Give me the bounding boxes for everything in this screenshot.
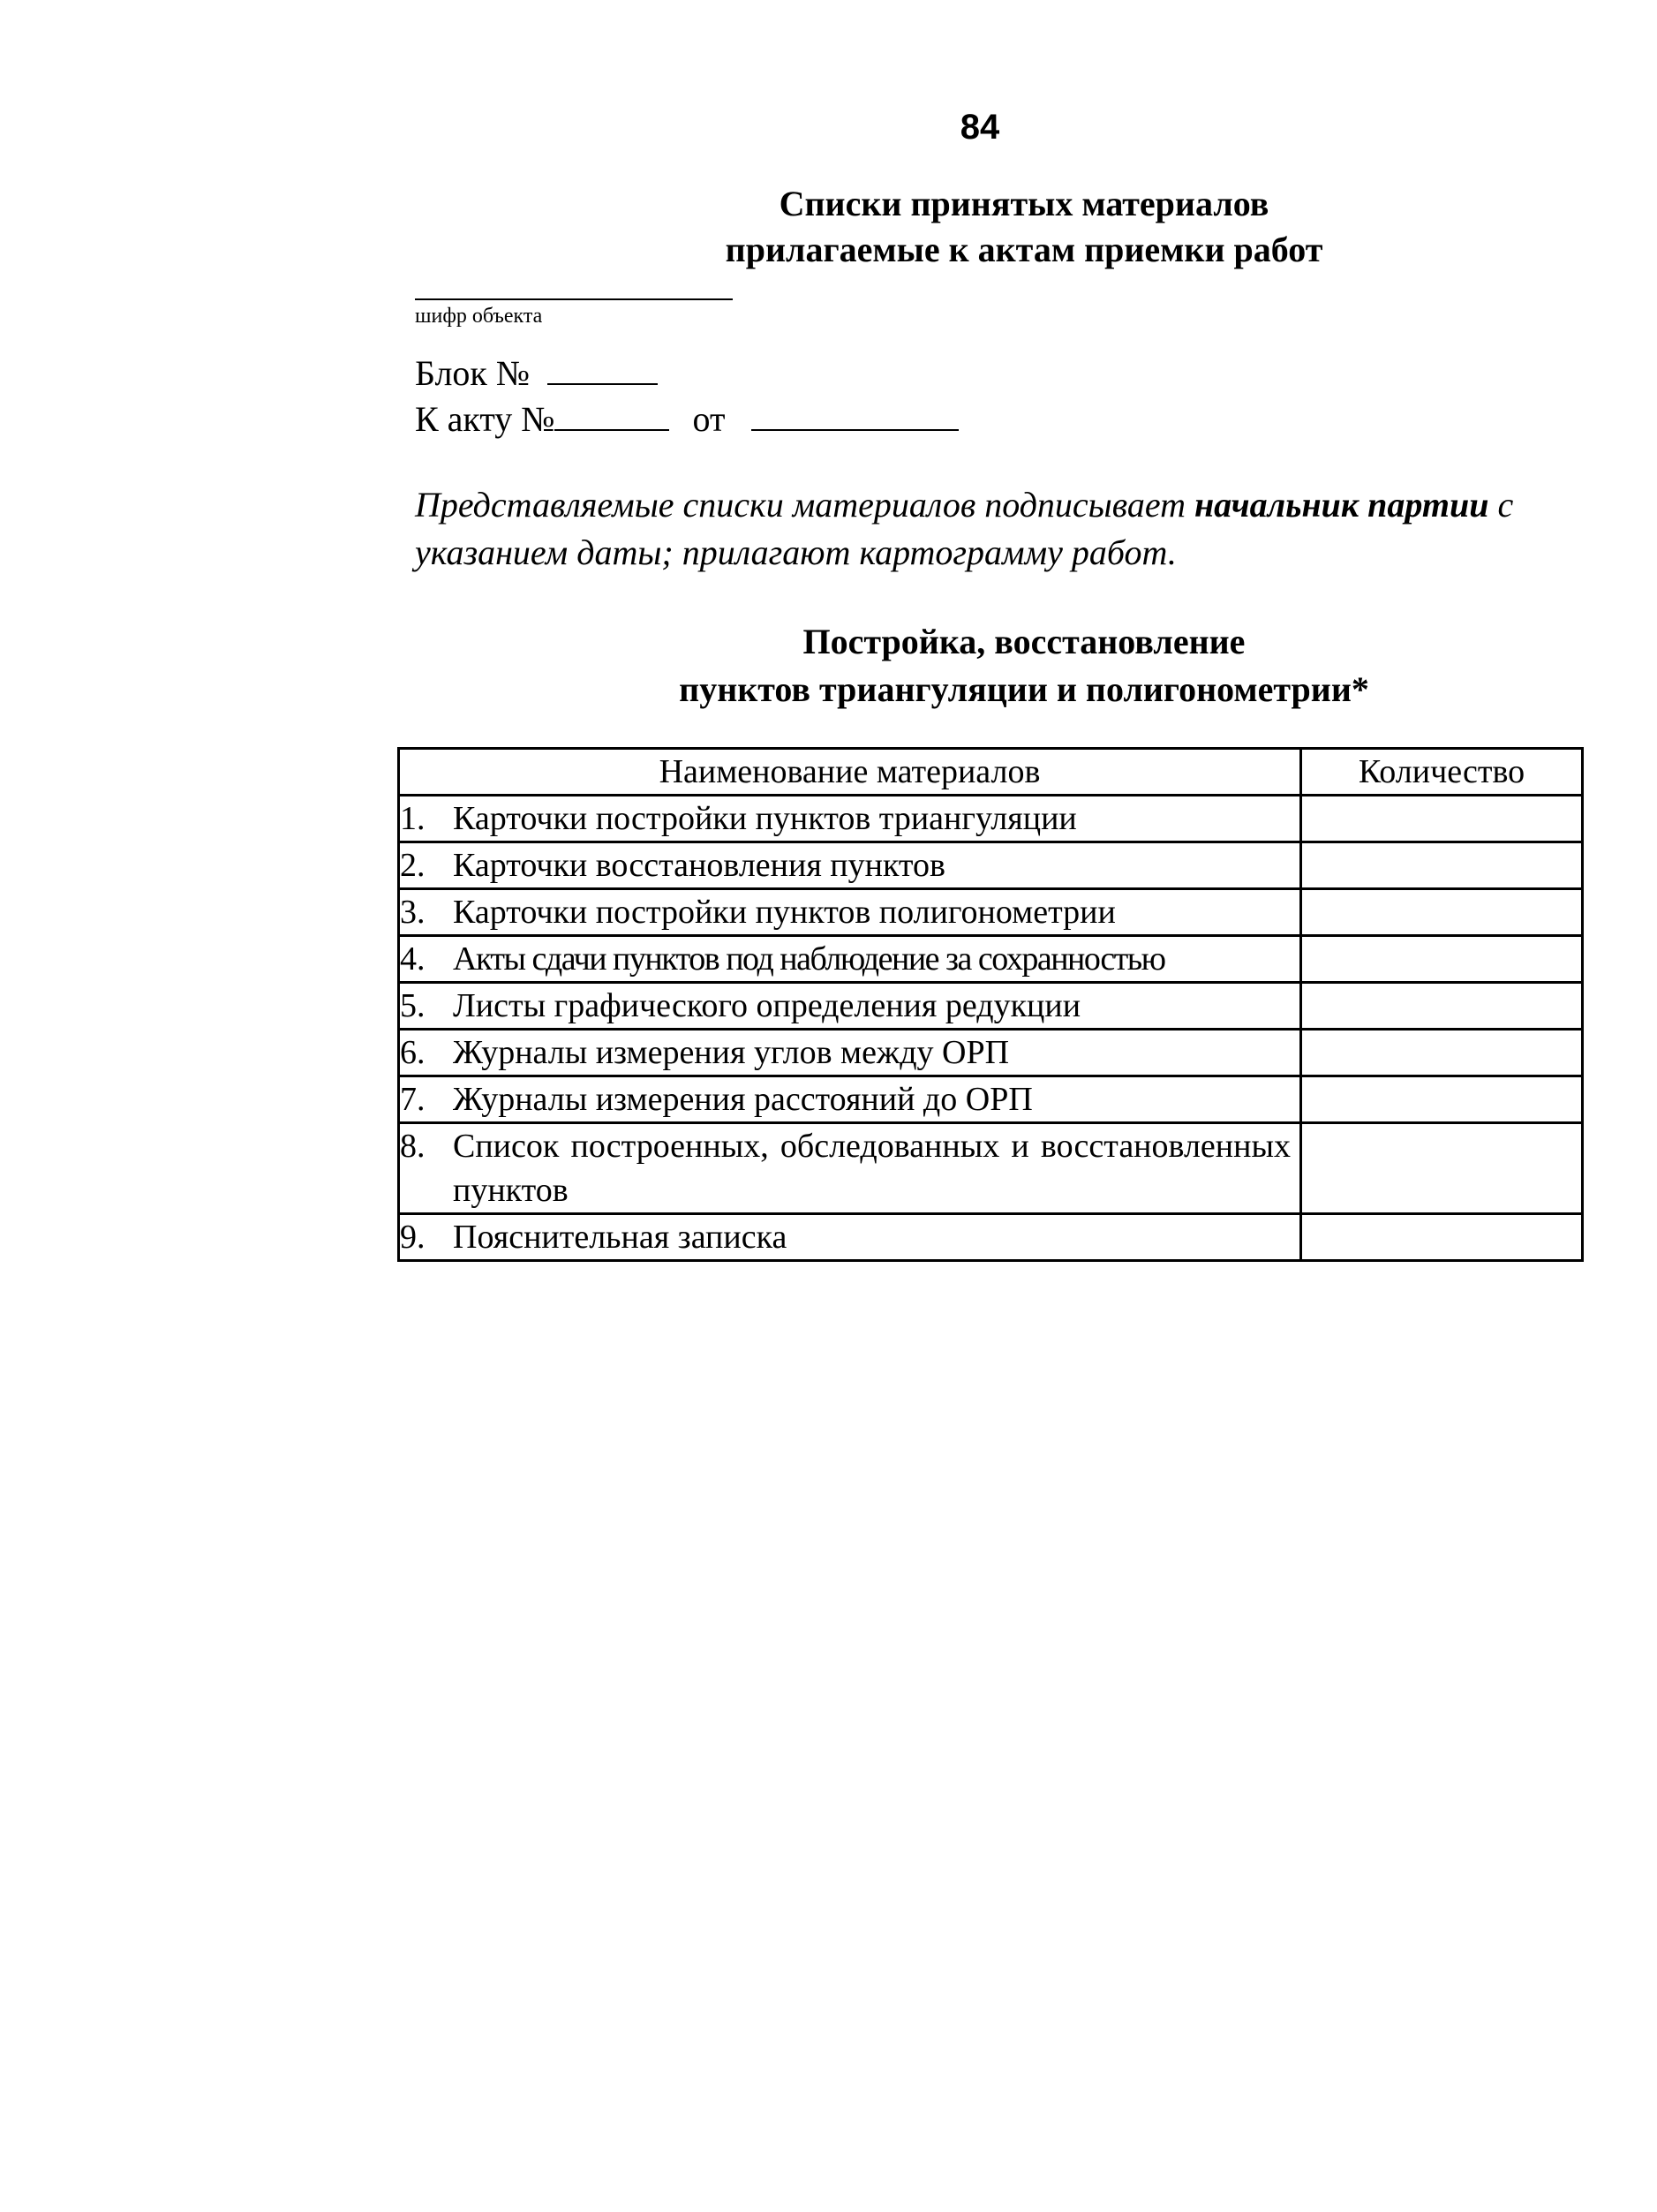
row-name: Карточки восстановления пунктов (453, 847, 945, 884)
row-name: Карточки постройки пунктов триангуляции (453, 800, 1077, 837)
row-number: 9. (400, 1219, 426, 1256)
row-name-cell (399, 1123, 1301, 1214)
table-row (399, 1076, 1583, 1123)
row-name: Журналы измерения углов между ОРП (453, 1034, 1010, 1071)
table-row (399, 1214, 1583, 1261)
row-number: 5. (400, 987, 426, 1024)
note-part-1: Представляемые списки материалов подписывает (415, 485, 1186, 525)
row-name: Акты сдачи пунктов под наблюдение за сохранностью (453, 940, 1165, 978)
table-header-row (399, 749, 1583, 796)
row-number: 7. (400, 1081, 426, 1118)
table-row (399, 889, 1583, 936)
row-name-cell (399, 1076, 1301, 1123)
act-date-blank (751, 399, 959, 431)
row-name-cell (399, 889, 1301, 936)
row-number: 3. (400, 894, 426, 931)
title-line-2: прилагаемые к актам приемки работ (725, 230, 1323, 269)
row-name: Журналы измерения расстояний до ОРП (453, 1081, 1033, 1118)
row-name-cell (399, 796, 1301, 842)
row-quantity-cell (1301, 1030, 1583, 1076)
row-name: Список построенных, обследованных и восстановленных пунктов (453, 1128, 1291, 1209)
block-label: Блок № (415, 353, 530, 393)
page-number: 84 (960, 108, 1000, 147)
table-row (399, 796, 1583, 842)
row-number: 8. (400, 1128, 426, 1165)
object-code-label: шифр объекта (415, 305, 543, 328)
block-line (415, 351, 658, 396)
row-name-cell (399, 936, 1301, 983)
header-name: Наименование материалов (399, 749, 1301, 796)
row-number: 2. (400, 847, 426, 884)
act-from-label: от (692, 399, 726, 439)
table-row (399, 983, 1583, 1030)
object-code-blank (415, 298, 733, 300)
table-row (399, 936, 1583, 983)
table-row (399, 842, 1583, 889)
header-quantity: Количество (1301, 749, 1583, 796)
note-part-3: с указанием даты; прилагают картограмму работ. (415, 485, 1514, 572)
instruction-note (415, 481, 1580, 577)
act-label: К акту № (415, 399, 555, 439)
row-quantity-cell (1301, 796, 1583, 842)
materials-table (397, 747, 1584, 1262)
row-number: 1. (400, 800, 426, 837)
row-name-cell (399, 1214, 1301, 1261)
table-row (399, 1030, 1583, 1076)
row-quantity-cell (1301, 1123, 1583, 1214)
row-quantity-cell (1301, 842, 1583, 889)
table-row (399, 1123, 1583, 1214)
row-name: Листы графического определения редукции (453, 987, 1081, 1024)
row-name: Карточки постройки пунктов полигонометрии (453, 894, 1116, 931)
row-number: 4. (400, 940, 426, 978)
title-line-1: Списки принятых материалов (779, 184, 1269, 223)
section-title-line-2: пунктов триангуляции и полигонометрии* (679, 669, 1369, 709)
row-name-cell (399, 983, 1301, 1030)
row-number: 6. (400, 1034, 426, 1071)
row-quantity-cell (1301, 983, 1583, 1030)
act-line (415, 397, 959, 442)
row-name: Пояснительная записка (453, 1219, 787, 1256)
row-quantity-cell (1301, 1214, 1583, 1261)
row-name-cell (399, 842, 1301, 889)
act-number-blank (554, 399, 669, 431)
block-number-blank (547, 353, 658, 385)
row-quantity-cell (1301, 1076, 1583, 1123)
section-title (583, 618, 1465, 713)
row-quantity-cell (1301, 936, 1583, 983)
row-name-cell (399, 1030, 1301, 1076)
row-quantity-cell (1301, 889, 1583, 936)
page-title (671, 181, 1377, 273)
section-title-line-1: Постройка, восстановление (802, 622, 1246, 661)
note-part-2: начальник партии (1194, 485, 1489, 525)
